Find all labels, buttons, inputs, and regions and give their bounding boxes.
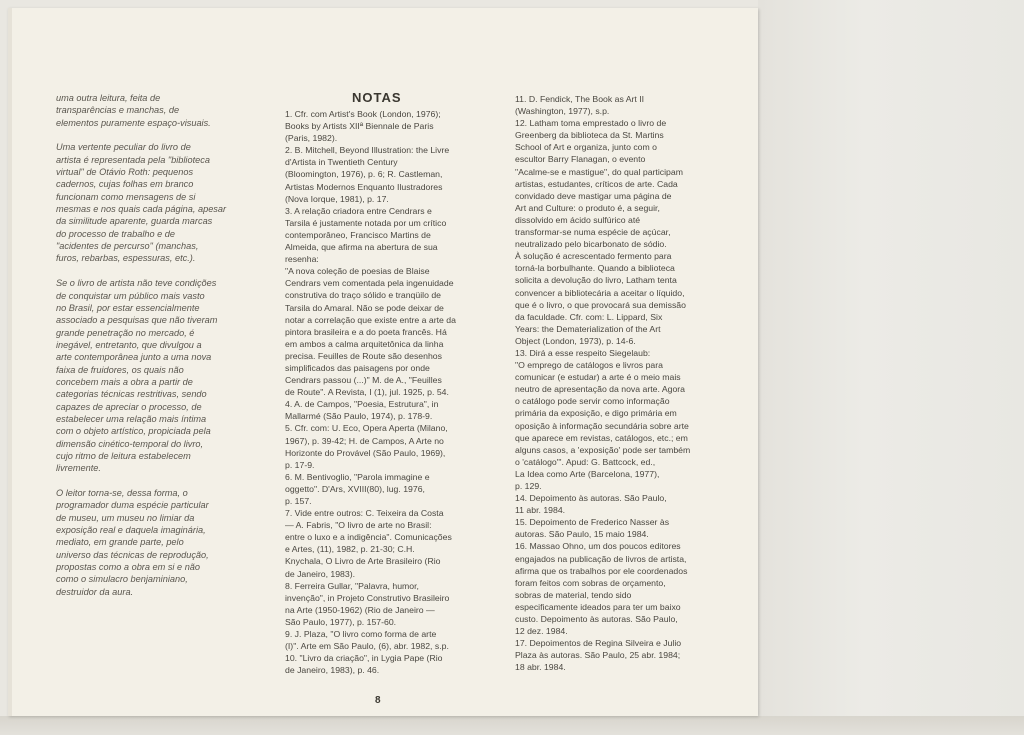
body-text-column [56, 92, 246, 610]
notes-column-1 [285, 108, 485, 676]
page-number: 8 [375, 695, 381, 706]
table-edge [0, 716, 1024, 735]
body-paragraph: Se o livro de artista não teve condições de conquistar um público mais vasto no Brasil, por estar essencialmente associado a pesquisas que não tiveram grande penetração no mercado, é inegável, entretanto, que divulgou a arte contemporânea junto a uma nova faixa de fruidores, os quais não concebem mais a obra a partir de categorias técnicas restritivas, sendo capazes de apreciar o processo, de estabelecer uma relação mais íntima com o objeto artístico, propiciada pela dimensão cinético-temporal do livro, cujo ritmo de leitura estabelecem livremente. [56, 278, 218, 474]
notes-text: 1. Cfr. com Artist's Book (London, 1976); Books by Artists XIIª Biennale de Paris (Paris, 1982). 2. B. Mitchell, Beyond Illustration: the Livre d'Artista in Twentieth Century (Bloomington, 1976), p. 6; R. Castleman, Artistas Modernos Enquanto Ilustradores (Nova Iorque, 1981), p. 17. 3. A relação criadora entre Cendrars e Tarsila é justamente notada por um crítico contemporâneo, Francisco Martins de Almeida, que afirma na abertura de sua resenha: "A nova coleção de poesias de Blaise Cendrars vem comentada pela ingenuidade construtiva do traço sólido e tranqüilo de Tarsila do Amaral. Não se pode deixar de notar a correlação que existe entre a arte da pintora brasileira e a do poeta francês. Há em ambos a calma arquitetônica da linha precisa. Feuilles de Route são desenhos simplificados das paisagens por onde Cendrars passou (...)" M. de A., "Feuilles de Route". A Revista, I (1), jul. 1925, p. 54. 4. A. de Campos, "Poesia, Estrutura", in Mallarmé (São Paulo, 1974), p. 178-9. 5. Cfr. com: U. Eco, Opera Aperta (Milano, 1967), p. 39-42; H. de Campos, A Arte no Horizonte do Provável (São Paulo, 1969), p. 17-9. 6. M. Bentivoglio, "Parola immagine e oggetto". D'Ars, XVIII(80), lug. 1976, p. 157. 7. Vide entre outros: C. Teixeira da Costa — A. Fabris, "O livro de arte no Brasil: entre o luxo e a indigência". Comunicações e Artes, (11), 1982, p. 21-30; C.H. Knychala, O Livro de Arte Brasileiro (Rio de Janeiro, 1983). 8. Ferreira Gullar, "Palavra, humor, invenção", in Projeto Construtivo Brasileiro na Arte (1950-1962) (Rio de Janeiro — São Paulo, 1977), p. 157-60. 9. J. Plaza, "O livro como forma de arte (I)". Arte em São Paulo, (6), abr. 1982, s.p. 10. "Livro da criação", in Lygia Pape (Rio de Janeiro, 1983), p. 46. [285, 109, 456, 676]
notes-text: 11. D. Fendick, The Book as Art II (Washington, 1977), s.p. 12. Latham toma emprestado o livro de Greenberg da biblioteca da St. Martins School of Art e organiza, junto com o escultor Barry Flanagan, o evento "Acalme-se e mastigue", do qual participam artistas, estudantes, críticos de arte. Cada convidado deve mastigar uma página de Art and Culture: o produto é, a seguir, dissolvido em ácido sulfúrico até transformar-se numa espécie de açúcar, neutralizado pelo bicarbonato de sódio. À solução é acrescentado fermento para torná-la borbulhante. Quando a biblioteca solicita a devolução do livro, Latham tenta convencer a bibliotecária a aceitar o líquido, que é o livro, o que provocará sua demissão da faculdade. Cfr. com: L. Lippard, Six Years: the Dematerialization of the Art Object (London, 1973), p. 14-6. 13. Dirá a esse respeito Siegelaub: "O emprego de catálogos e livros para comunicar (e estudar) a arte é o meio mais neutro de apresentação da nova arte. Agora o catálogo pode servir como informação primária da exposição, e digo primária em oposição à informação secundária sobre arte que aparece em revistas, catálogos, etc.; em alguns casos, a 'exposição' pode ser também o 'catálogo'". Apud: G. Battcock, ed., La Idea como Arte (Barcelona, 1977), p. 129. 14. Depoimento às autoras. São Paulo, 11 abr. 1984. 15. Depoimento de Frederico Nasser às autoras. São Paulo, 15 maio 1984. 16. Massao Ohno, um dos poucos editores engajados na publicação de livros de artista, afirma que os trabalhos por ele coordenados foram feitos com sobras de orçamento, sobras de material, tendo sido especificamente ideados para ter um baixo custo. Depoimento às autoras. São Paulo, 12 dez. 1984. 17. Depoimentos de Regina Silveira e Julio Plaza às autoras. São Paulo, 25 abr. 1984; 18 abr. 1984. [515, 94, 691, 673]
body-paragraph: uma outra leitura, feita de transparências e manchas, de elementos puramente espaço-visuais. [56, 93, 211, 128]
notes-column-2 [515, 93, 725, 674]
body-paragraph: Uma vertente peculiar do livro de artista é representada pela "biblioteca virtual" de Otávio Roth: pequenos cadernos, cujas folhas em branco funcionam como mensagens de si mesmas e nos quais cada página, apesar da similitude aparente, guarda marcas do processo de trabalho e de "acidentes de percurso" (manchas, furos, rebarbas, espessuras, etc.). [56, 142, 227, 264]
notes-heading: NOTAS [352, 90, 402, 105]
background-surface [758, 0, 1024, 735]
body-paragraph: O leitor torna-se, dessa forma, o programador duma espécie particular de museu, um museu no limiar da exposição real e daquela imaginária, mediato, em grande parte, pelo universo das técnicas de reprodução, propostas como a obra em si e não como o simulacro benjaminiano, destruidor da aura. [56, 488, 209, 597]
page-fold [8, 8, 12, 716]
